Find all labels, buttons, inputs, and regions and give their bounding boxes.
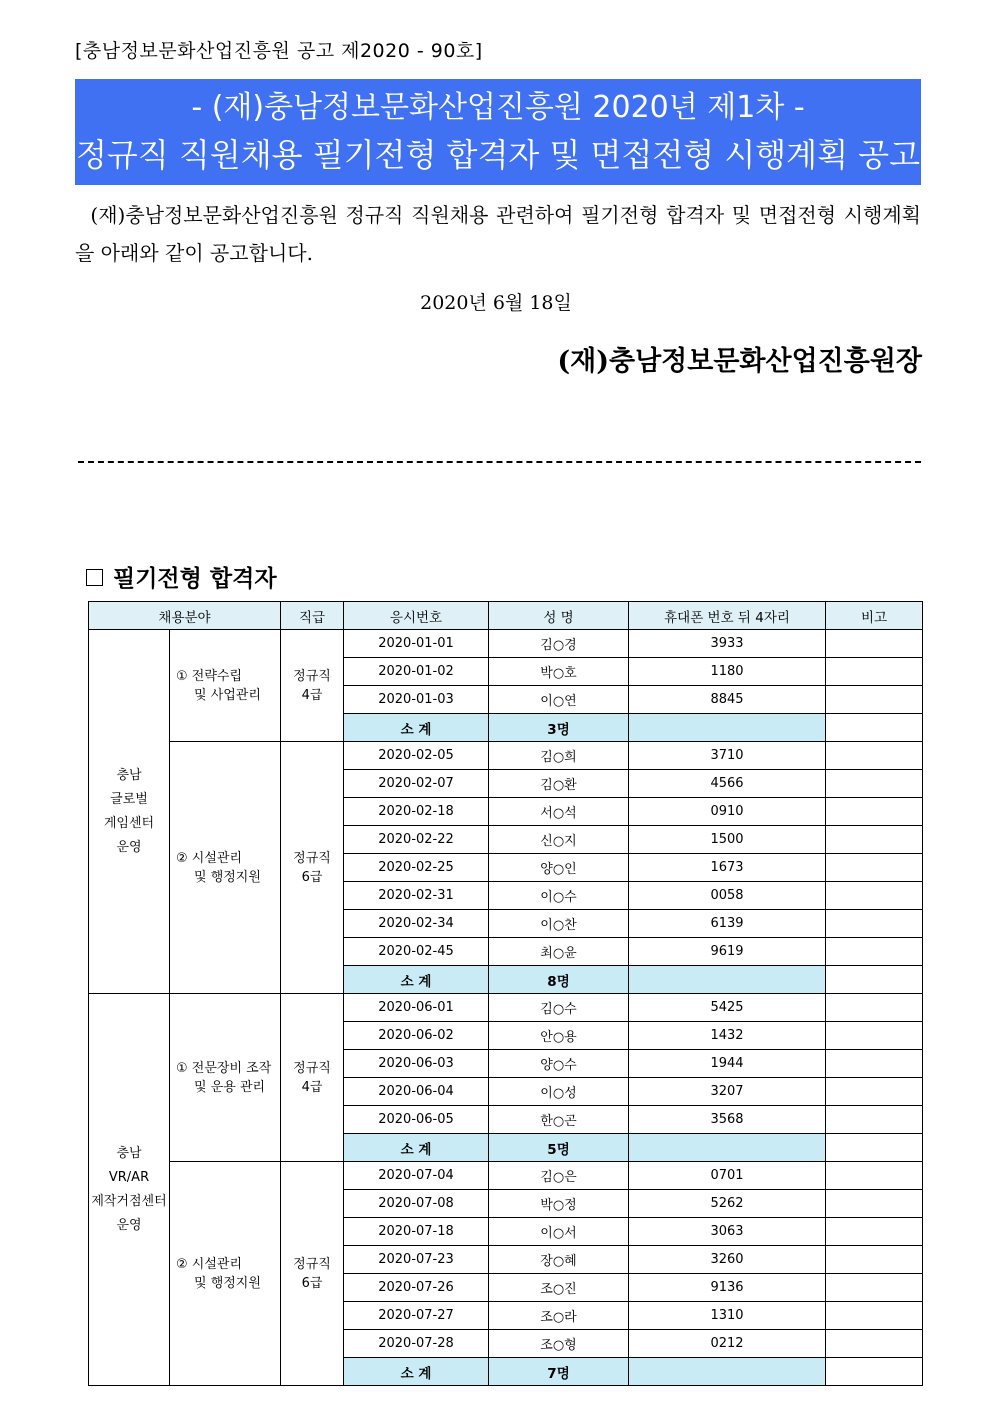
area-cell	[89, 630, 170, 994]
header-phone: 휴대폰 번호 뒤 4자리	[629, 602, 826, 630]
applicant-name-cell: 안○용	[489, 1022, 629, 1050]
exam-number-cell: 2020-02-25	[344, 854, 489, 882]
applicant-name-cell: 김○경	[489, 630, 629, 658]
applicant-name-cell: 김○수	[489, 994, 629, 1022]
position-cell	[170, 994, 281, 1162]
checkbox-square-icon	[86, 569, 103, 586]
exam-number-cell: 2020-07-27	[344, 1302, 489, 1330]
header-grade: 직급	[281, 602, 344, 630]
subtotal-label: 소 계	[344, 714, 489, 742]
phone-last4-cell: 3933	[629, 630, 826, 658]
remarks-cell	[826, 1190, 923, 1218]
exam-number-cell: 2020-06-05	[344, 1106, 489, 1134]
phone-last4-cell: 9619	[629, 938, 826, 966]
phone-last4-cell: 3063	[629, 1218, 826, 1246]
remarks-cell	[826, 658, 923, 686]
header-exam-number: 응시번호	[344, 602, 489, 630]
applicant-name-cell: 김○희	[489, 742, 629, 770]
remarks-cell	[826, 882, 923, 910]
applicant-name-cell: 박○정	[489, 1190, 629, 1218]
applicant-name-cell: 김○은	[489, 1162, 629, 1190]
grade-line: 정규직	[293, 1060, 331, 1076]
remarks-cell	[826, 1050, 923, 1078]
applicant-name-cell: 신○지	[489, 826, 629, 854]
phone-last4-cell: 1432	[629, 1022, 826, 1050]
applicant-name-cell: 조○라	[489, 1302, 629, 1330]
applicant-name-cell: 이○찬	[489, 910, 629, 938]
phone-last4-cell: 3568	[629, 1106, 826, 1134]
table-row	[89, 994, 923, 1022]
exam-number-cell: 2020-07-08	[344, 1190, 489, 1218]
remarks-cell	[826, 1022, 923, 1050]
area-name-line: 운영	[116, 1217, 142, 1233]
remarks-cell	[826, 938, 923, 966]
applicant-name-cell: 조○형	[489, 1330, 629, 1358]
exam-number-cell: 2020-02-07	[344, 770, 489, 798]
area-name-line: 충남	[116, 767, 142, 783]
issuer-name: (재)충남정보문화산업진흥원장	[557, 346, 922, 377]
remarks-cell	[826, 854, 923, 882]
exam-number-cell: 2020-01-01	[344, 630, 489, 658]
exam-number-cell: 2020-01-03	[344, 686, 489, 714]
grade-cell	[281, 994, 344, 1162]
phone-last4-cell: 3710	[629, 742, 826, 770]
applicant-name-cell: 이○수	[489, 882, 629, 910]
subtotal-empty	[629, 1134, 826, 1162]
phone-last4-cell: 0058	[629, 882, 826, 910]
area-name-line: 충남	[116, 1145, 142, 1161]
position-cell	[170, 742, 281, 994]
remarks-cell	[826, 910, 923, 938]
phone-last4-cell: 6139	[629, 910, 826, 938]
remarks-cell	[826, 714, 923, 742]
remarks-cell	[826, 1106, 923, 1134]
exam-number-cell: 2020-02-45	[344, 938, 489, 966]
exam-number-cell: 2020-02-18	[344, 798, 489, 826]
intro-text: (재)충남정보문화산업진흥원 정규직 직원채용 관련하여 필기전형 합격자 및 면접전형 시행계획을 아래와 같이 공고합니다.	[75, 203, 921, 265]
table-body	[89, 630, 923, 1386]
phone-last4-cell: 1180	[629, 658, 826, 686]
area-name-line: VR/AR	[108, 1169, 150, 1185]
table-header-row	[89, 602, 923, 630]
phone-last4-cell: 0701	[629, 1162, 826, 1190]
header-remarks: 비고	[826, 602, 923, 630]
section-title	[86, 560, 277, 593]
exam-number-cell: 2020-07-04	[344, 1162, 489, 1190]
position-name-line: ② 시설관리	[176, 850, 243, 866]
remarks-cell	[826, 826, 923, 854]
exam-number-cell: 2020-06-04	[344, 1078, 489, 1106]
section-title-text: 필기전형 합격자	[113, 566, 277, 592]
position-cell	[170, 630, 281, 742]
subtotal-empty	[629, 714, 826, 742]
area-name-line: 제작거점센터	[91, 1193, 167, 1209]
title-line-1: - (재)충남정보문화산업진흥원 2020년 제1차 -	[191, 90, 805, 125]
notice-date: 2020년 6월 18일	[420, 292, 572, 314]
remarks-cell	[826, 798, 923, 826]
exam-number-cell: 2020-01-02	[344, 658, 489, 686]
intro-paragraph	[75, 196, 921, 272]
position-name-line: 및 행정지원	[194, 869, 261, 885]
subtotal-empty	[629, 966, 826, 994]
remarks-cell	[826, 770, 923, 798]
applicant-name-cell: 이○성	[489, 1078, 629, 1106]
phone-last4-cell: 1673	[629, 854, 826, 882]
applicant-name-cell: 이○연	[489, 686, 629, 714]
phone-last4-cell: 0910	[629, 798, 826, 826]
grade-line: 4급	[301, 687, 323, 703]
remarks-cell	[826, 966, 923, 994]
remarks-cell	[826, 742, 923, 770]
subtotal-count: 5명	[489, 1134, 629, 1162]
passer-table	[88, 601, 923, 1386]
phone-last4-cell: 4566	[629, 770, 826, 798]
grade-line: 정규직	[293, 668, 331, 684]
area-cell	[89, 994, 170, 1386]
phone-last4-cell: 1310	[629, 1302, 826, 1330]
grade-cell	[281, 742, 344, 994]
table-row	[89, 630, 923, 658]
subtotal-label: 소 계	[344, 1358, 489, 1386]
exam-number-cell: 2020-07-28	[344, 1330, 489, 1358]
remarks-cell	[826, 686, 923, 714]
position-name-line: 및 행정지원	[194, 1275, 261, 1291]
position-name-line: ② 시설관리	[176, 1256, 243, 1272]
remarks-cell	[826, 1134, 923, 1162]
applicant-name-cell: 장○혜	[489, 1246, 629, 1274]
phone-last4-cell: 1944	[629, 1050, 826, 1078]
position-cell	[170, 1162, 281, 1386]
remarks-cell	[826, 630, 923, 658]
table-row	[89, 742, 923, 770]
exam-number-cell: 2020-07-26	[344, 1274, 489, 1302]
grade-cell	[281, 630, 344, 742]
subtotal-count: 3명	[489, 714, 629, 742]
applicant-name-cell: 김○환	[489, 770, 629, 798]
position-name-line: 및 사업관리	[194, 687, 261, 703]
phone-last4-cell: 9136	[629, 1274, 826, 1302]
phone-last4-cell: 5262	[629, 1190, 826, 1218]
grade-line: 6급	[301, 1275, 323, 1291]
exam-number-cell: 2020-06-01	[344, 994, 489, 1022]
header-field: 채용분야	[89, 602, 281, 630]
exam-number-cell: 2020-06-03	[344, 1050, 489, 1078]
title-banner	[75, 79, 921, 185]
grade-cell	[281, 1162, 344, 1386]
title-line-2: 정규직 직원채용 필기전형 합격자 및 면접전형 시행계획 공고	[75, 136, 920, 174]
applicant-name-cell: 이○서	[489, 1218, 629, 1246]
exam-number-cell: 2020-02-34	[344, 910, 489, 938]
remarks-cell	[826, 1246, 923, 1274]
position-name-line: ① 전문장비 조작	[176, 1060, 272, 1076]
remarks-cell	[826, 1358, 923, 1386]
grade-line: 4급	[301, 1079, 323, 1095]
grade-line: 정규직	[293, 1256, 331, 1272]
applicant-name-cell: 한○곤	[489, 1106, 629, 1134]
applicant-name-cell: 서○석	[489, 798, 629, 826]
exam-number-cell: 2020-02-22	[344, 826, 489, 854]
remarks-cell	[826, 1162, 923, 1190]
position-name-line: ① 전략수립	[176, 668, 243, 684]
table-row	[89, 1162, 923, 1190]
applicant-name-cell: 양○인	[489, 854, 629, 882]
header-name: 성 명	[489, 602, 629, 630]
phone-last4-cell: 3207	[629, 1078, 826, 1106]
remarks-cell	[826, 1302, 923, 1330]
remarks-cell	[826, 994, 923, 1022]
grade-line: 정규직	[293, 850, 331, 866]
subtotal-label: 소 계	[344, 966, 489, 994]
area-name-line: 게임센터	[103, 815, 155, 831]
dashed-divider	[78, 461, 921, 463]
area-name-line: 글로벌	[110, 791, 148, 807]
notice-number: [충남정보문화산업진흥원 공고 제2020 - 90호]	[75, 40, 483, 62]
exam-number-cell: 2020-02-31	[344, 882, 489, 910]
applicant-name-cell: 박○호	[489, 658, 629, 686]
remarks-cell	[826, 1330, 923, 1358]
phone-last4-cell: 0212	[629, 1330, 826, 1358]
applicant-name-cell: 최○윤	[489, 938, 629, 966]
phone-last4-cell: 1500	[629, 826, 826, 854]
subtotal-count: 7명	[489, 1358, 629, 1386]
remarks-cell	[826, 1078, 923, 1106]
subtotal-empty	[629, 1358, 826, 1386]
exam-number-cell: 2020-07-23	[344, 1246, 489, 1274]
remarks-cell	[826, 1218, 923, 1246]
phone-last4-cell: 3260	[629, 1246, 826, 1274]
grade-line: 6급	[301, 869, 323, 885]
remarks-cell	[826, 1274, 923, 1302]
subtotal-label: 소 계	[344, 1134, 489, 1162]
area-name-line: 운영	[116, 839, 142, 855]
exam-number-cell: 2020-06-02	[344, 1022, 489, 1050]
subtotal-count: 8명	[489, 966, 629, 994]
phone-last4-cell: 8845	[629, 686, 826, 714]
position-name-line: 및 운용 관리	[194, 1079, 266, 1095]
applicant-name-cell: 양○수	[489, 1050, 629, 1078]
exam-number-cell: 2020-02-05	[344, 742, 489, 770]
applicant-name-cell: 조○진	[489, 1274, 629, 1302]
phone-last4-cell: 5425	[629, 994, 826, 1022]
exam-number-cell: 2020-07-18	[344, 1218, 489, 1246]
